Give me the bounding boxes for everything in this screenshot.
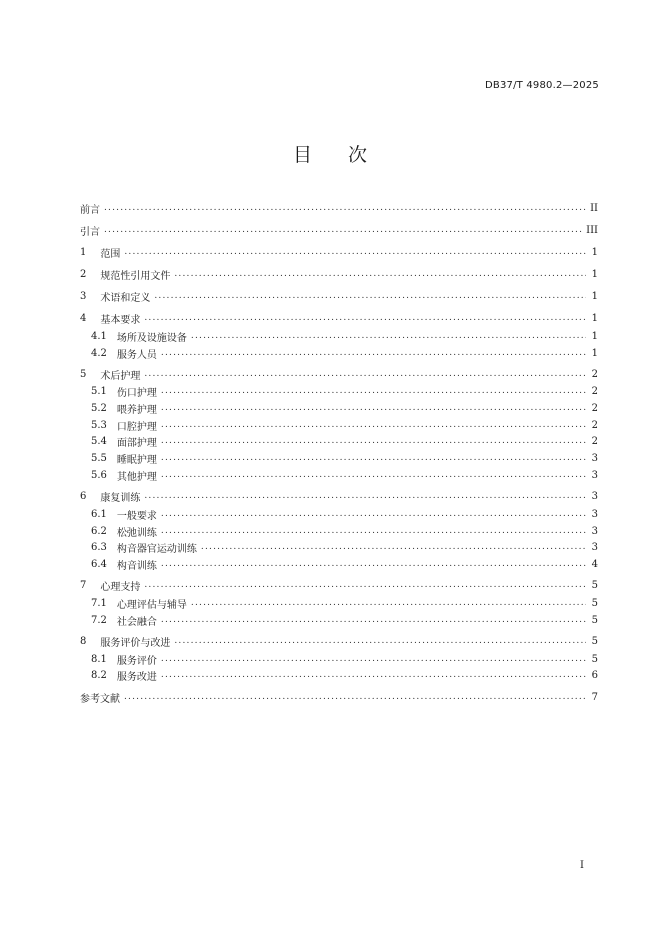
toc-entry-label: 术后护理 [100,370,141,382]
toc-leader-dots [144,313,586,323]
toc-entry[interactable] [80,267,598,281]
toc-leader-dots [161,436,586,446]
toc-entry[interactable] [80,524,598,538]
toc-entry[interactable] [80,201,598,215]
toc-entry-label: 引言 [80,226,100,238]
toc-entry[interactable] [80,652,598,666]
toc-entry-page: 5 [591,597,598,609]
toc-entry[interactable] [80,384,598,398]
toc-entry-page: II [590,202,598,214]
toc-entry-number: 5.2 [91,402,107,414]
toc-entry-label: 服务评价 [116,655,157,667]
toc-leader-dots [124,247,586,257]
toc-leader-dots [161,509,586,519]
toc-entry[interactable] [80,451,598,465]
toc-entry-page: 1 [591,312,598,324]
toc-entry[interactable] [80,613,598,627]
toc-entry[interactable] [80,690,598,704]
toc-entry-label: 基本要求 [100,314,141,326]
toc-entry-label: 范围 [100,248,121,260]
toc-leader-dots [144,369,586,379]
toc-entry-label: 睡眠护理 [116,454,157,466]
toc-leader-dots [161,403,586,413]
toc-entry-label: 服务人员 [116,349,157,361]
toc-leader-dots [154,291,586,301]
toc-entry-label: 社会融合 [116,616,157,628]
toc-entry[interactable] [80,401,598,415]
toc-entry[interactable] [80,434,598,448]
toc-entry-label: 服务评价与改进 [100,637,171,649]
toc-entry-number: 7.2 [91,614,107,626]
toc-title-right: 次 [348,144,370,166]
toc-entry-number: 7.1 [91,597,107,609]
toc-leader-dots [174,269,586,279]
toc-entry-number: 6.1 [91,508,107,520]
toc-leader-dots [201,542,586,552]
toc-leader-dots [161,470,586,480]
toc-entry-label: 服务改进 [116,671,157,683]
toc-entry[interactable] [80,634,598,648]
toc-leader-dots [191,331,586,341]
toc-entry-page: 5 [591,579,598,591]
toc-entry-page: 3 [591,525,598,537]
toc-leader-dots [104,203,586,213]
toc-leader-dots [161,559,586,569]
toc-entry-number: 5.6 [91,469,107,481]
toc-entry-page: 3 [591,508,598,520]
toc-leader-dots [161,420,586,430]
toc-leader-dots [174,636,586,646]
toc-entry[interactable] [80,418,598,432]
toc-title [0,140,662,167]
toc-leader-dots [161,348,586,358]
toc-leader-dots [144,491,586,501]
toc-entry-number: 6.4 [91,558,107,570]
toc-entry[interactable] [80,468,598,482]
toc-entry-label: 口腔护理 [116,421,157,433]
toc-entry-number: 5.4 [91,435,107,447]
toc-entry-label: 一般要求 [116,510,157,522]
toc-entry-label: 构音训练 [116,560,157,572]
toc-leader-dots [161,453,586,463]
toc-entry[interactable] [80,329,598,343]
toc-entry-number: 8 [80,635,87,647]
toc-leader-dots [144,580,586,590]
toc-entry-page: 2 [591,385,598,397]
toc-entry-number: 2 [80,268,87,280]
toc-leader-dots [161,526,586,536]
document-code: DB37/T 4980.2—2025 [485,80,599,91]
toc-entry-page: 1 [591,268,598,280]
toc-entry[interactable] [80,223,598,237]
toc-entry[interactable] [80,489,598,503]
toc-entry-number: 5.1 [91,385,107,397]
toc-entry-number: 8.2 [91,669,107,681]
toc-entry-page: 6 [591,669,598,681]
toc-entry-page: 1 [591,246,598,258]
toc-entry[interactable] [80,596,598,610]
toc-entry-page: 5 [591,635,598,647]
toc-entry-page: 5 [591,653,598,665]
toc-entry-page: 2 [591,435,598,447]
toc-entry-page: 3 [591,469,598,481]
toc-entry-number: 5.5 [91,452,107,464]
toc-entry[interactable] [80,578,598,592]
toc-entry-page: 2 [591,368,598,380]
toc-entry[interactable] [80,507,598,521]
toc-entry-label: 心理支持 [100,581,141,593]
toc-leader-dots [104,225,582,235]
toc-leader-dots [161,386,586,396]
toc-entry-label: 前言 [80,204,100,216]
toc-entry[interactable] [80,540,598,554]
toc-entry[interactable] [80,289,598,303]
toc-entry-page: 3 [591,541,598,553]
toc-entry[interactable] [80,346,598,360]
footer-page-number: I [580,860,584,871]
toc-leader-dots [161,670,586,680]
toc-entry-label: 心理评估与辅导 [116,599,187,611]
toc-entry-label: 规范性引用文件 [100,270,171,282]
toc-leader-dots [161,615,586,625]
toc-entry-number: 8.1 [91,653,107,665]
toc-entry-page: 5 [591,614,598,626]
toc-entry-number: 7 [80,579,87,591]
toc-leader-dots [161,654,586,664]
toc-entry-label: 场所及设施设备 [116,332,187,344]
toc-entry[interactable] [80,245,598,259]
toc-entry-number: 5.3 [91,419,107,431]
toc-entry-number: 4 [80,312,87,324]
toc-entry-label: 康复训练 [100,492,141,504]
toc-entry-page: III [586,224,598,236]
toc-entry-page: 3 [591,490,598,502]
toc-entry-label: 伤口护理 [116,387,157,399]
toc-entry-number: 4.1 [91,330,107,342]
toc-entry-page: 3 [591,452,598,464]
toc-entry-page: 2 [591,402,598,414]
toc-entry-page: 7 [591,691,598,703]
toc-entry-page: 1 [591,330,598,342]
toc-entry-number: 5 [80,368,87,380]
toc-entry-label: 术语和定义 [100,292,151,304]
toc-title-left: 目 [292,144,314,166]
toc-entry[interactable] [80,367,598,381]
toc-entry-page: 2 [591,419,598,431]
toc-entry-page: 1 [591,290,598,302]
toc-entry-label: 松弛训练 [116,527,157,539]
toc-entry-page: 4 [591,558,598,570]
toc-entry-number: 3 [80,290,87,302]
toc-entry-page: 1 [591,347,598,359]
toc-entry-number: 6 [80,490,87,502]
toc-entry-label: 构音器官运动训练 [116,543,197,555]
toc-entry-number: 1 [80,246,87,258]
toc-leader-dots [124,692,586,702]
toc-entry-label: 其他护理 [116,471,157,483]
toc-entry-label: 面部护理 [116,437,157,449]
toc-entry-label: 喂养护理 [116,404,157,416]
toc-entry-number: 6.2 [91,525,107,537]
toc-entry-number: 4.2 [91,347,107,359]
toc-leader-dots [191,598,586,608]
toc-entry[interactable] [80,557,598,571]
toc-entry-label: 参考文献 [80,693,120,705]
toc-entry[interactable] [80,668,598,682]
toc-entry-number: 6.3 [91,541,107,553]
toc-entry[interactable] [80,311,598,325]
